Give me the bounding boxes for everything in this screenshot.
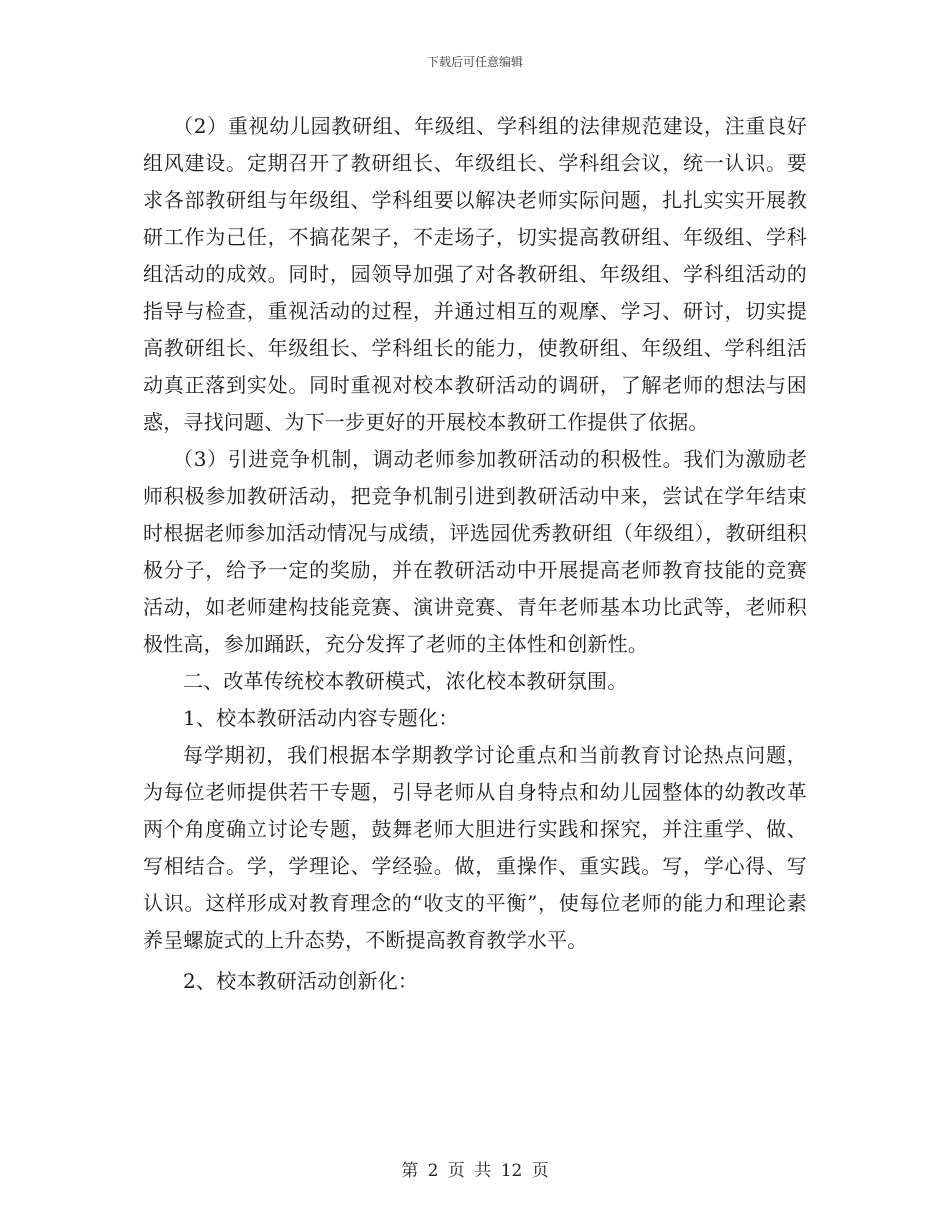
subheading-topic-based: 1、校本教研活动内容专题化： [183,706,459,730]
paragraph-2-group-building: （2）重视幼儿园教研组、年级组、学科组的法律规范建设，注重良好组风建设。定期召开了教研组长、年级组长、学科组会议，统一认识。要求各部教研组与年级组、学科组要以解决老师实际问题，扎扎实实开展教研工作为己任，不搞花架子，不走场子，切实提高教研组、年级组、学科组活动的成效。同时，园领导加强了对各教研组、年级组、学科组活动的指导与检查，重视活动的过程，并通过相互的观摩、学习、研讨，切实提高教研组长、年级组长、学科组长的能力，使教研组、年级组、学科组活动真正落到实处。同时重视对校本教研活动的调研，了解老师的想法与困惑，寻找问题、为下一步更好的开展校本教研工作提供了依据。 [143,114,807,434]
subheading-innovation: 2、校本教研活动创新化： [183,969,419,993]
document-body [143,108,807,1000]
page-number: 第 2 页 共 12 页 [401,1161,549,1181]
section-heading-reform: 二、改革传统校本教研模式，浓化校本教研氛围。 [183,669,628,693]
page-header: 下载后可任意编辑 [426,55,523,69]
paragraph-3-competition-mechanism: （3）引进竞争机制，调动老师参加教研活动的积极性。我们为激励老师积极参加教研活动，把竞争机制引进到教研活动中来，尝试在学年结束时根据老师参加活动情况与成绩，评选园优秀教研组（年级组），教研组积极分子，给予一定的奖励，并在教研活动中开展提高老师教育技能的竞赛活动，如老师建构技能竞赛、演讲竞赛、青年老师基本功比武等，老师积极性高，参加踊跃，充分发挥了老师的主体性和创新性。 [143,447,807,656]
paragraph-topic-based-content: 每学期初，我们根据本学期教学讨论重点和当前教育讨论热点问题，为每位老师提供若干专题，引导老师从自身特点和幼儿园整体的幼教改革两个角度确立讨论专题，鼓舞老师大胆进行实践和探究，并注重学、做、写相结合。学，学理论、学经验。做，重操作、重实践。写，学心得、写认识。这样形成对教育理念的“收支的平衡”，使每位老师的能力和理论素养呈螺旋式的上升态势，不断提高教育教学水平。 [143,743,807,952]
